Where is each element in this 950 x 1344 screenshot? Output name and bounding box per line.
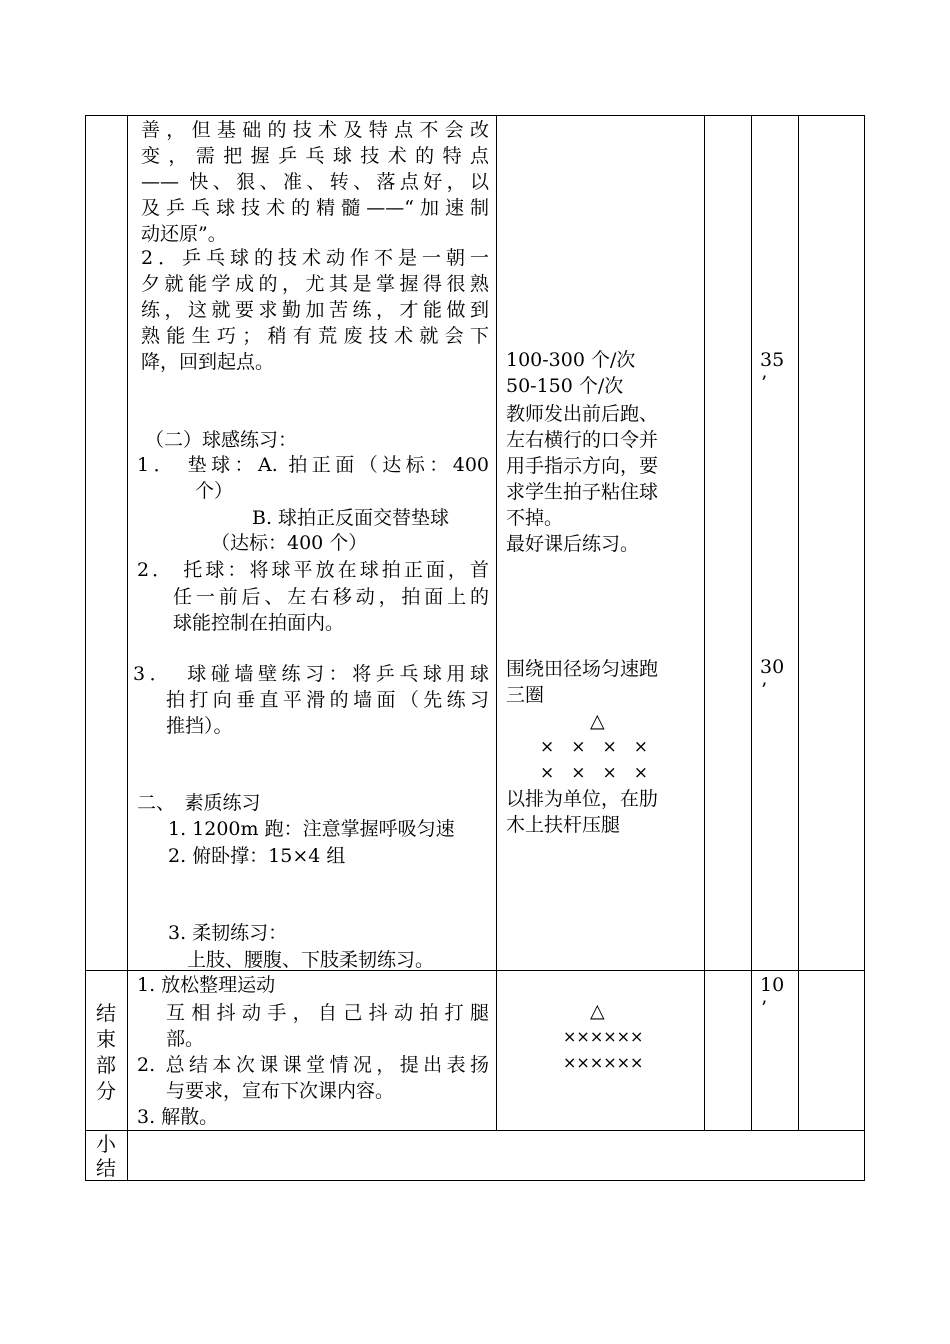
label-char: 小 <box>96 1132 116 1156</box>
label-char: 结 <box>96 1001 116 1025</box>
teacher-triangle-icon: △ <box>590 710 605 732</box>
summary-row-top-border <box>85 1130 865 1131</box>
method-line: 100-300 个/次 <box>506 349 636 371</box>
ending-item-2: 与要求，宣布下次课内容。 <box>166 1080 395 1102</box>
content-line: 2．乒乓球的技术动作不是一朝一 <box>141 247 489 269</box>
student-row: ×××××× <box>563 1053 644 1072</box>
item-line: 1． 垫球：A. 拍正面（达标：400 <box>137 454 489 476</box>
item-line: B. 球拍正反面交替垫球 <box>252 507 450 529</box>
label-char: 分 <box>96 1079 116 1103</box>
label-char: 束 <box>96 1027 116 1051</box>
content-line: 练，这就要求勤加苦练，才能做到 <box>141 299 489 321</box>
ending-item-1-title: 1. 放松整理运动 <box>137 974 276 996</box>
ending-item-3: 3. 解散。 <box>137 1106 219 1128</box>
method-line: 教师发出前后跑、 <box>506 403 659 425</box>
method-line: 左右横行的口令并 <box>506 429 659 451</box>
method-line: 三圈 <box>506 684 545 706</box>
item-line: 推挡）。 <box>166 715 233 737</box>
blank-column-divider <box>751 115 752 1131</box>
ending-item-1-desc: 部。 <box>166 1028 205 1050</box>
item-line: 拍打向垂直平滑的墙面（先练习 <box>166 689 489 711</box>
item-line: 个） <box>195 480 234 502</box>
student-row: × × × × <box>540 737 648 757</box>
method-line: 围绕田径场匀速跑 <box>506 658 659 680</box>
table-bottom-border <box>85 1180 865 1181</box>
table-left-border <box>85 115 86 1181</box>
quality-item-run: 1. 1200m 跑：注意掌握呼吸匀速 <box>168 818 455 840</box>
content-line: 变，需把握乒乓球技术的特点 <box>141 145 489 167</box>
time-unit-mark: ’ <box>761 997 768 1019</box>
ending-item-1-desc: 互相抖动手，自己抖动拍打腿 <box>166 1002 489 1024</box>
time-value: 10 <box>760 974 785 996</box>
time-column-divider <box>798 115 799 1131</box>
quality-section-title: 二、 素质练习 <box>137 792 261 814</box>
student-row: ×××××× <box>563 1027 644 1046</box>
method-line: 用手指示方向，要 <box>506 455 659 477</box>
content-line: 降，回到起点。 <box>141 351 275 373</box>
item-line: 球能控制在拍面内。 <box>173 612 345 634</box>
method-line: 50-150 个/次 <box>506 375 624 397</box>
content-line: 及乒乓球技术的精髓——“加速制 <box>141 197 489 219</box>
method-line: 木上扶杆压腿 <box>506 814 621 836</box>
table-top-border <box>85 115 865 116</box>
time-value: 35 <box>760 349 785 371</box>
time-value: 30 <box>760 656 785 678</box>
item-line: 任一前后、左右移动，拍面上的 <box>173 586 489 608</box>
teacher-triangle-icon: △ <box>590 1000 605 1022</box>
time-unit-mark: ’ <box>761 372 768 394</box>
method-line: 以排为单位，在肋 <box>506 788 659 810</box>
ending-item-2: 2. 总结本次课课堂情况，提出表扬 <box>137 1054 489 1076</box>
ball-feel-section-title: （二）球感练习： <box>145 429 298 451</box>
quality-item-pushup: 2. 俯卧撑：15×4 组 <box>168 845 346 867</box>
content-line: 动还原”。 <box>141 223 227 245</box>
method-column-divider <box>704 115 705 1131</box>
flexibility-description: 上肢、腰腹、下肢柔韧练习。 <box>187 949 435 971</box>
student-row: × × × × <box>540 763 648 783</box>
method-line: 最好课后练习。 <box>506 533 640 555</box>
flexibility-title: 3. 柔韧练习： <box>168 922 288 944</box>
content-line: —— 快、狠、准、转、落点好，以 <box>141 171 489 193</box>
content-line: 熟能生巧；稍有荒废技术就会下 <box>141 325 489 347</box>
table-right-border <box>864 115 865 1181</box>
label-char: 结 <box>96 1156 116 1180</box>
label-column-divider <box>127 115 128 1181</box>
time-unit-mark: ’ <box>761 679 768 701</box>
content-line: 夕就能学成的，尤其是掌握得很熟 <box>141 273 489 295</box>
content-line: 善，但基础的技术及特点不会改 <box>141 119 489 141</box>
content-column-divider <box>496 115 497 1131</box>
method-line: 求学生拍子粘住球 <box>506 481 659 503</box>
item-line: 2． 托球：将球平放在球拍正面，首 <box>137 559 489 581</box>
label-char: 部 <box>96 1053 116 1077</box>
item-line: （达标：400 个） <box>211 532 368 554</box>
method-line: 不掉。 <box>506 507 564 529</box>
item-line: 3． 球碰墙壁练习：将乒乓球用球 <box>133 663 489 685</box>
